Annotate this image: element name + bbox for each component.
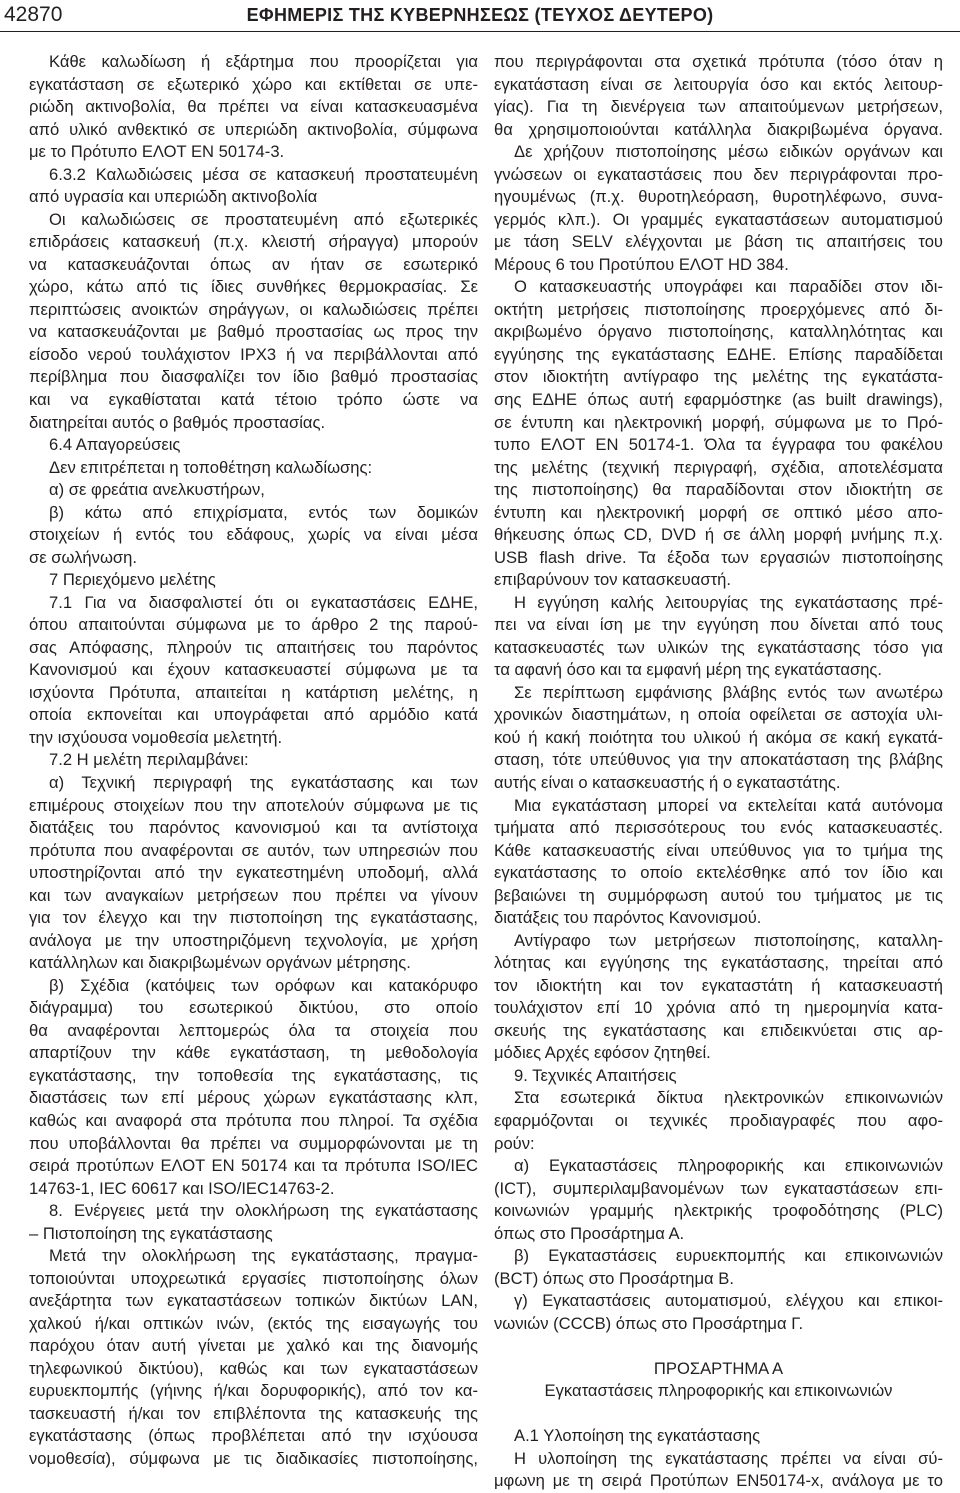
- left-column-line: εγκατάσταση σε εξωτερικό χώρο και εκτίθεται σε υπε-: [29, 74, 478, 94]
- left-column-line: εγκατάστασης (όπως προβλέπεται από την ισχύουσα: [29, 1426, 478, 1446]
- left-column-line: ισχύοντα Πρότυπα, απαιτείται η κατάρτιση μελέτης, η: [29, 682, 478, 702]
- right-column-line: όπως στο Προσάρτημα Α.: [494, 1223, 685, 1243]
- left-column-line: υποστηρίζονται από την εγκατεστημένη υποδομή, αλλά: [29, 863, 478, 883]
- right-column-line: θα χρησιμοποιούνται κατάλληλα διακριβωμένα όργανα.: [494, 119, 943, 139]
- page-header: [0, 0, 960, 32]
- right-column-line: εγκατάσταση είναι σε λειτουργία όσο και εκτός λειτουρ-: [494, 74, 943, 94]
- right-column-line: Μέρους 6 του Προτύπου ΕΛΟΤ HD 384.: [494, 254, 789, 274]
- left-column-line: όπου απαιτούνται σύμφωνα με το άρθρο 2 της παρού-: [29, 615, 478, 635]
- left-column-line: α) Τεχνική περιγραφή της εγκατάστασης και των: [49, 773, 478, 792]
- right-column-line: Α.1 Υλοποίηση της εγκατάστασης: [514, 1426, 761, 1446]
- right-column-line: εγγύησης της εγκατάστασης ΕΔΗΕ. Επίσης παραδίδεται: [494, 344, 943, 364]
- right-column-line: ΠΡΟΣΑΡΤΗΜΑ Α: [653, 1358, 784, 1378]
- left-column-line: 8. Ενέργειες μετά την ολοκλήρωση της εγκατάστασης: [49, 1201, 478, 1221]
- spacer: [494, 1403, 943, 1426]
- right-column-line: Μια εγκατάσταση μπορεί να εκτελείται κατά αυτόνομα: [514, 795, 943, 815]
- left-column-line: επιμέρους στοιχείων που την αποτελούν σύμφωνα με τις: [29, 795, 478, 815]
- right-column-line: τον ιδιοκτήτη και τον εγκαταστάτη ή κατασκευαστή: [494, 975, 943, 995]
- right-column-line: οκτήτη μετρήσεις πιστοποίησης προερχόμενες από δι-: [494, 299, 943, 319]
- left-column-line: Μετά την ολοκλήρωση της εγκατάστασης, πραγμα-: [49, 1246, 478, 1266]
- left-column-line: θα αναφέρονται λεπτομερώς όλα τα στοιχεία που: [29, 1020, 478, 1040]
- right-column-line: κοινωνιών γραμμής ηλεκτρικής τροφοδότησης (PLC): [494, 1201, 943, 1221]
- left-column-line: πρότυπα που αναφέρονται σε αυτόν, των υπηρεσιών που: [29, 840, 478, 860]
- left-column-line: καθώς και αναφορά στα πρότυπα που πληροί. Τα σχέδια: [29, 1110, 478, 1130]
- left-column-line: 7 Περιεχόμενο μελέτης: [49, 570, 216, 590]
- right-column-line: Σε περίπτωση εμφάνισης βλάβης εντός των ανωτέρω: [514, 682, 943, 702]
- right-column-line: πει να είναι ίση με την εγγύηση που δίνεται από τους: [494, 615, 943, 635]
- right-column-line: κατασκευαστές των υλικών της εγκατάστασης τόσο για: [494, 637, 943, 657]
- right-column-line: βεβαιώνει τη συμμόρφωση αυτού του τμήματος με τις: [494, 885, 943, 905]
- right-column-line: αυτής είναι ο κατασκευαστής ή ο εγκαταστάτης.: [494, 773, 841, 792]
- right-column-line: Δε χρήζουν πιστοποίησης μέσω ειδικών οργάνων και: [514, 142, 943, 162]
- left-column-line: α) σε φρεάτια ανελκυστήρων,: [49, 480, 265, 500]
- right-column-line: στον ιδιοκτήτη αντίγραφο της μελέτης της εγκατάστα-: [494, 367, 943, 387]
- left-column-line: να κατασκευάζονται με βαθμό προστασίας ως προς την: [29, 322, 478, 342]
- right-column-line: (BCT) όπως στο Προσάρτημα Β.: [494, 1268, 734, 1288]
- left-column-line: σειρά προτύπων ΕΛΟΤ ΕΝ 50174 και τα πρότυπα ISO/IEC: [29, 1156, 478, 1176]
- left-column-line: περίβλημα που διασφαλίζει τον ίδιο βαθμό προστασίας: [29, 367, 478, 387]
- left-column-line: 7.2 Η μελέτη περιλαμβάνει:: [49, 750, 249, 770]
- right-column-line: που περιγράφονται στα σχετικά πρότυπα (τόσο όταν η: [494, 52, 943, 71]
- left-column-line: σε σωλήνωση.: [29, 547, 137, 567]
- page-number: 42870: [4, 3, 63, 26]
- right-column-line: τουλάχιστον επί 10 χρόνια από τη ημερομηνία κατα-: [494, 998, 943, 1018]
- right-column-line: λότητας και εγγύησης της εγκατάστασης, τηρείται από: [494, 953, 943, 973]
- right-column-line: Ο κατασκευαστής υπογράφει και παραδίδει στον ιδι-: [514, 277, 943, 297]
- right-column-line: θήκευσης όπως CD, DVD ή σε άλλη μορφή μνήμης π.χ.: [494, 525, 943, 545]
- left-column-line: παρόχου όταν αυτή γίνεται με χαλκό και της διανομής: [29, 1336, 478, 1356]
- left-column-line: τοποιούνται υποχρεωτικά εργασίες πιστοποίησης όλων: [29, 1268, 478, 1288]
- left-column-line: με το Πρότυπο ΕΛΟΤ ΕΝ 50174-3.: [29, 142, 285, 162]
- right-column-line: Εγκαταστάσεις πληροφορικής και επικοινωνιών: [544, 1381, 893, 1401]
- right-column-line: ακριβωμένο όργανο πιστοποίησης, καταλληλότητας και: [494, 322, 943, 342]
- left-column-line: χαλκού ή/και οπτικών ινών, (εκτός της εισαγωγής του: [29, 1313, 478, 1333]
- right-column-line: Αντίγραφο των μετρήσεων πιστοποίησης, καταλλη-: [514, 930, 943, 950]
- right-column-line: τμήματα από περισσότερους του ενός κατασκευαστές.: [494, 818, 943, 838]
- left-column-line: από υγρασία και υπεριώδη ακτινοβολία: [29, 187, 318, 207]
- right-column-line: Στα εσωτερικά δίκτυα ηλεκτρονικών επικοινωνιών: [514, 1088, 943, 1108]
- right-column-line: της πιστοποίησης) θα παραδίδονται στον ιδιοκτήτη σε: [494, 480, 943, 500]
- left-column-line: κατάλληλων και διακριβωμένων οργάνων μέτρησης.: [29, 953, 411, 973]
- right-column-line: τυπο ΕΛΟΤ ΕΝ 50174-1. Όλα τα έγγραφα του φακέλου: [494, 435, 943, 455]
- right-column-line: έντυπη και ηλεκτρονική μορφή σε οπτικό μέσο απο-: [494, 502, 943, 522]
- left-column-line: – Πιστοποίηση της εγκατάστασης: [29, 1223, 273, 1243]
- left-column-line: και να εγκαθίσταται κατά τέτοιο τρόπο ώστε να: [29, 389, 478, 409]
- right-column-line: 9. Τεχνικές Απαιτήσεις: [514, 1065, 677, 1085]
- left-column-line: διατάξεις του παρόντος κανονισμού και τα αντίστοιχα: [29, 818, 478, 838]
- left-column-line: στοιχείων ή εντός του εδάφους, χωρίς να είναι μέσα: [29, 525, 478, 545]
- left-column-line: 6.4 Απαγορεύσεις: [49, 435, 181, 455]
- right-column-line: (ICT), συμπεριλαμβανομένων των εγκαταστάσεων επι-: [494, 1178, 943, 1198]
- right-column-line: γ) Εγκαταστάσεις αυτοματισμού, ελέγχου και επικοι-: [514, 1291, 943, 1311]
- left-column-line: β) κάτω από επιχρίσματα, εντός των δομικών: [49, 502, 478, 522]
- left-column-line: νομοθεσία), σύμφωνα με τις διαδικασίες πιστοποίησης,: [29, 1448, 478, 1468]
- right-column-line: νωνιών (CCCB) όπως στο Προσάρτημα Γ.: [494, 1313, 804, 1333]
- left-column-line: ανεξάρτητα των εγκαταστάσεων τοπικών δικτύων LAN,: [29, 1291, 478, 1311]
- left-column-line: σας Απόφασης, πληρούν τις απαιτήσεις του παρόντος: [29, 637, 478, 657]
- right-column-line: τα αφανή όσο και τα εμφανή μέρη της εγκατάστασης.: [494, 660, 883, 680]
- right-column-line: επιβαρύνουν τον κατασκευαστή.: [494, 570, 731, 590]
- left-column-line: και των αναγκαίων μετρήσεων που πρέπει να γίνουν: [29, 885, 478, 905]
- right-column-line: με τάση SELV ελέγχονται με βάση τις απαιτήσεις του: [494, 232, 943, 252]
- right-column-line: χρονικών διαστημάτων, η οποία οφείλεται σε αστοχία υλι-: [494, 705, 943, 725]
- left-column-line: Οι καλωδιώσεις σε προστατευμένη από εξωτερικές: [49, 209, 478, 229]
- right-column-line: ηγουμένως (π.χ. θυροτηλεόραση, θυροτηλέφωνο, συνα-: [494, 187, 943, 207]
- left-column-line: εγκατάστασης, την τοποθεσία της εγκατάστασης, τις: [29, 1065, 478, 1085]
- right-column-line: μόδιες Αρχές εφόσον ζητηθεί.: [494, 1043, 711, 1063]
- right-column-line: κού ή κακή ποιότητα του υλικού ή ακόμα σε κακή εγκατά-: [494, 727, 943, 747]
- left-column-line: από υλικό ανθεκτικό σε υπεριώδη ακτινοβολία, σύμφωνα: [29, 119, 478, 139]
- right-column-line: γίας). Για τη διενέργεια των απαιτούμενων μετρήσεων,: [494, 97, 943, 117]
- left-column-line: απαρτίζουν την κάθε εγκατάσταση, τη μεθοδολογία: [29, 1043, 478, 1063]
- left-column-line: 6.3.2 Καλωδιώσεις μέσα σε κατασκευή προστατευμένη: [49, 164, 478, 184]
- right-column-line: γερμός κλπ.). Οι γραμμές εγκαταστάσεων αυτοματισμού: [494, 209, 943, 229]
- left-column-line: τασκευαστή ή/και τον επιβλέποντα της κατασκευής της: [29, 1403, 478, 1423]
- right-column-line: εφαρμόζονται οι τεχνικές προδιαγραφές που αφο-: [494, 1110, 943, 1130]
- right-column-line: μφωνη με τη σειρά Προτύπων ΕΝ50174-x, ανάλογα με το: [494, 1471, 943, 1491]
- left-column-line: είσοδο νερού τουλάχιστον IPX3 ή να περιβάλλονται από: [29, 344, 478, 364]
- left-column-line: επιδράσεις κατασκευή (π.χ. κλειστή σήραγγα) μπορούν: [29, 232, 478, 252]
- right-column-line: ρούν:: [494, 1133, 535, 1153]
- right-column-line: σκευής της εγκατάστασης και επιδεικνύεται στις αρ-: [494, 1020, 943, 1040]
- right-column-line: της μελέτης (τεχνική περιγραφή, σχέδια, αποτελέσματα: [494, 457, 943, 477]
- right-column-line: σε έντυπη και ηλεκτρονική μορφή, σύμφωνα με το Πρό-: [494, 412, 943, 432]
- right-column-line: σταση, τότε υπεύθυνος για την αποκατάσταση της βλάβης: [494, 750, 943, 770]
- spacer: [494, 1335, 943, 1358]
- left-column-line: διαστάσεις των επί μέρους χώρων εγκατάστασης κλπ,: [29, 1088, 478, 1108]
- left-column-line: β) Σχέδια (κατόψεις των ορόφων και κατακόρυφο: [49, 975, 478, 995]
- left-column-line: ευρυεκπομπής (γήινης ή/και δορυφορικής), από τον κα-: [29, 1381, 478, 1401]
- left-column-line: την ισχύουσα νομοθεσία μελετητή.: [29, 727, 283, 747]
- right-column-line: εγκατάστασης το οποίο εκτελέσθηκε από τον ίδιο και: [494, 863, 943, 883]
- left-column-line: Κάθε καλωδίωση ή εξάρτημα που προορίζεται για: [49, 52, 478, 71]
- right-column-line: USB flash drive. Τα έξοδα των εργασιών πιστοποίησης: [494, 547, 943, 567]
- left-column-line: περιπτώσεις ανοικτών σηράγγων, οι καλωδιώσεις πρέπει: [29, 299, 478, 319]
- left-column-line: ριώδη ακτινοβολία, θα πρέπει να είναι κατασκευασμένα: [29, 97, 478, 117]
- left-column-line: χώρο, κάτω από τις ίδιες συνθήκες θερμοκρασίας. Σε: [29, 277, 478, 297]
- left-column-line: Δεν επιτρέπεται η τοποθέτηση καλωδίωσης:: [49, 457, 373, 477]
- left-column-line: διατηρείται αυτός ο βαθμός προστασίας.: [29, 412, 326, 432]
- header-divider: [0, 31, 960, 32]
- gazette-title: ΕΦΗΜΕΡΙΣ ΤΗΣ ΚΥΒΕΡΝΗΣΕΩΣ (ΤΕΥΧΟΣ ΔΕΥΤΕΡΟ): [246, 5, 714, 25]
- right-column-line: α) Εγκαταστάσεις πληροφορικής και επικοινωνιών: [514, 1156, 943, 1176]
- left-column-line: που υποβάλλονται θα πρέπει να συμμορφώνονται με τη: [29, 1133, 478, 1153]
- left-text-column: [29, 51, 478, 1470]
- right-column-line: Κάθε κατασκευαστής είναι υπεύθυνος για το τμήμα της: [494, 840, 943, 860]
- left-column-line: Κανονισμού και έχουν κατασκευαστεί σύμφωνα με τα: [29, 660, 478, 680]
- left-column-line: τηλεφωνικού δικτύου), καθώς και των εγκαταστάσεων: [29, 1358, 478, 1378]
- right-column-line: σης ΕΔΗΕ όπως αυτή εφαρμόστηκε (as built drawings),: [494, 389, 943, 409]
- right-column-line: διατάξεις του παρόντος Κανονισμού.: [494, 908, 762, 928]
- left-column-line: ανάλογα με την υποστηριζόμενη τεχνολογία, με χρήση: [29, 930, 478, 950]
- left-column-line: οποία εκπονείται και υπογράφεται από αρμόδιο κατά: [29, 705, 478, 725]
- left-column-line: να κατασκευάζονται όπως αν ήταν σε εσωτερικό: [29, 254, 478, 274]
- right-column-line: γνώσεων οι εγκαταστάσεις που δεν περιγράφονται προ-: [494, 164, 943, 184]
- left-column-line: 7.1 Για να διασφαλιστεί ότι οι εγκαταστάσεις ΕΔΗΕ,: [49, 592, 478, 612]
- right-text-column: [494, 51, 943, 1493]
- right-column-line: β) Εγκαταστάσεις ευρυεκπομπής και επικοινωνιών: [514, 1246, 943, 1266]
- left-column-line: για τον έλεγχο και την πιστοποίηση της εγκατάστασης,: [29, 908, 478, 928]
- left-column-line: 14763-1, IEC 60617 και ISO/IEC14763-2.: [29, 1178, 335, 1198]
- right-column-line: Η υλοποίηση της εγκατάστασης πρέπει να είναι σύ-: [514, 1448, 943, 1468]
- left-column-line: διάγραμμα) του εσωτερικού δικτύου, στο οποίο: [29, 998, 478, 1018]
- right-column-line: Η εγγύηση καλής λειτουργίας της εγκατάστασης πρέ-: [514, 592, 943, 612]
